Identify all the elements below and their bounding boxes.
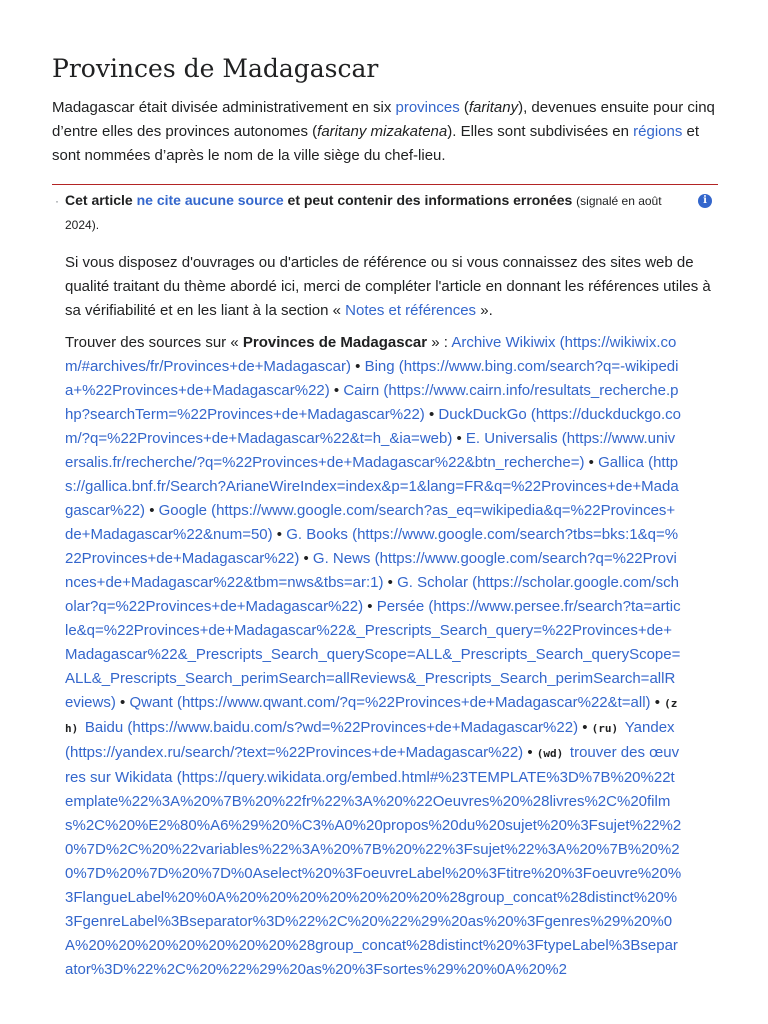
source-link[interactable]: trouver des œuvres sur Wikidata (https://query.wikidata.org/embed.html#%23TEMPLATE%3D%7B%20%22template%22%3A%20%7B%20%22fr%22%3A%20%22Oeuvres%20%28livres%2C%20films%2C%20%E2%80%A6%29%20%C3%A0%20propos%20du%20sujet%20%3Fsujet%22%20%7D%2C%20%22variables%22%3A%20%7B%20%22%3Fsujet%22%3A%20%7B%20%20%7D%20%7D%20%7D%0Aselect%20%3FoeuvreLabel%20%3Ftitre%20%3Foeuvre%20%3FlangueLabel%20%0A%20%20%20%20%20%20%20%28group_concat%28distinct%20%3FgenreLabel%3Bseparator%3D%22%2C%20%22%29%20as%20%3Fgenres%29%20%0A%20%20%20%20%20%20%20%28group_concat%28distinct%20%3FtypeLabel%3Bseparator%3D%22%2C%20%22%29%20as%20%3Fsortes%29%20%0A%20%2	[65, 744, 682, 978]
warning-bold-1: Cet article	[65, 192, 133, 208]
source-link[interactable]: E. Universalis (https://www.universalis.fr/recherche/?q=%22Provinces+de+Madagascar%22&btn_recherche=)	[65, 430, 676, 471]
link-madagascar[interactable]: Madagascar	[52, 99, 135, 116]
intro-text: était divisée administrativement en six	[134, 99, 396, 116]
source-link[interactable]: Persée (https://www.persee.fr/search?ta=article&q=%22Provinces+de+Madagascar%22&_Prescripts_Search_query=%22Provinces+de+Madagascar%22&_Prescripts_Search_queryScope=ALL&_Prescripts_Search_queryScope=ALL&_Prescripts_Search_perimSearch=allReviews&_Prescripts_Search_perimSearch=allReviews)	[65, 598, 681, 711]
link-regions[interactable]: régions	[633, 123, 683, 140]
warning-body-text: ».	[476, 302, 493, 319]
intro-text: (	[459, 99, 469, 116]
source-link[interactable]: Baidu (https://www.baidu.com/s?wd=%22Provinces+de+Madagascar%22)	[84, 719, 579, 736]
intro-term: faritany	[468, 99, 519, 116]
warning-body-text: Si vous disposez d'ouvrages ou d'articles de référence ou si vous connaissez des sites web de qualité traitant du thème abordé ici, merci de compléter l'article en donnant les références utiles à sa vérifiabilité et en les liant à la section «	[65, 254, 711, 319]
warning-link[interactable]: ne cite aucune source	[136, 192, 284, 208]
source-link[interactable]: Archive Wikiwix (https://wikiwix.com/#archives/fr/Provinces+de+Madagascar)	[65, 334, 677, 375]
bullet-dot: ·	[55, 194, 59, 208]
source-lang-code: (ru)	[591, 722, 625, 735]
source-link[interactable]: G. Books (https://www.google.com/search?tbs=bks:1&q=%22Provinces+de+Madagascar%22)	[65, 526, 679, 567]
warning-line	[52, 185, 718, 237]
warning-bold-2: et peut contenir des informations erronées	[287, 192, 573, 208]
source-separator: •	[523, 744, 537, 761]
source-link[interactable]: Gallica (https://gallica.bnf.fr/Search?ArianeWireIndex=index&p=1&lang=FR&q=%22Provinces+de+Madagascar%22)	[65, 454, 679, 519]
intro-text: ). Elles sont subdivisées en	[447, 123, 634, 140]
source-separator: •	[350, 358, 365, 375]
link-notes-references[interactable]: Notes et références	[345, 302, 477, 319]
source-link[interactable]: DuckDuckGo (https://duckduckgo.com/?q=%22Provinces+de+Madagascar%22&t=h_&ia=web)	[65, 406, 681, 447]
source-lang-code: (wd)	[536, 747, 570, 760]
source-separator: •	[650, 694, 665, 711]
info-icon[interactable]: i	[698, 194, 712, 208]
source-link[interactable]: Google (https://www.google.com/search?as_eq=wikipedia&q=%22Provinces+de+Madagascar%22&num=50)	[65, 502, 676, 543]
source-separator: •	[299, 550, 313, 567]
intro-term: faritany mizakatena	[317, 123, 448, 140]
source-separator: •	[578, 719, 592, 736]
warning-date: (signalé en août 2024).	[65, 194, 662, 232]
source-list	[52, 331, 683, 982]
link-provinces[interactable]: provinces	[395, 99, 460, 116]
source-link[interactable]: G. Scholar (https://scholar.google.com/scholar?q=%22Provinces+de+Madagascar%22)	[65, 574, 679, 615]
source-separator: •	[424, 406, 439, 423]
sources-suffix: » :	[427, 334, 452, 351]
intro-text: et sont nommées d’après le nom de la ville siège du chef-lieu.	[52, 123, 700, 164]
source-link[interactable]: Yandex (https://yandex.ru/search/?text=%22Provinces+de+Madagascar%22)	[65, 719, 675, 761]
intro-text: ), devenues ensuite pour cinq d’entre elles des provinces autonomes (	[52, 99, 715, 140]
source-separator: •	[329, 382, 344, 399]
source-link[interactable]: Cairn (https://www.cairn.info/resultats_recherche.php?searchTerm=%22Provinces+de+Madagascar%22)	[65, 382, 679, 423]
source-lang-code: (zh)	[65, 697, 678, 735]
sources-topic: Provinces de Madagascar	[242, 334, 428, 351]
source-separator: •	[383, 574, 398, 591]
page-title: Provinces de Madagascar	[52, 54, 379, 83]
source-separator: •	[452, 430, 466, 447]
source-separator: •	[115, 694, 130, 711]
source-link[interactable]: Bing (https://www.bing.com/search?q=-wikipedia+%22Provinces+de+Madagascar%22)	[65, 358, 679, 399]
no-sources-banner	[52, 184, 718, 982]
source-separator: •	[145, 502, 159, 519]
source-link[interactable]: Qwant (https://www.qwant.com/?q=%22Provinces+de+Madagascar%22&t=all)	[129, 694, 651, 711]
source-link[interactable]: G. News (https://www.google.com/search?q=%22Provinces+de+Madagascar%22&tbm=nws&tbs=ar:1)	[65, 550, 677, 591]
source-separator: •	[584, 454, 599, 471]
source-separator: •	[363, 598, 377, 615]
intro-paragraph	[52, 96, 716, 168]
sources-prefix: Trouver des sources sur «	[65, 334, 243, 351]
warning-body	[52, 251, 718, 323]
source-separator: •	[272, 526, 287, 543]
